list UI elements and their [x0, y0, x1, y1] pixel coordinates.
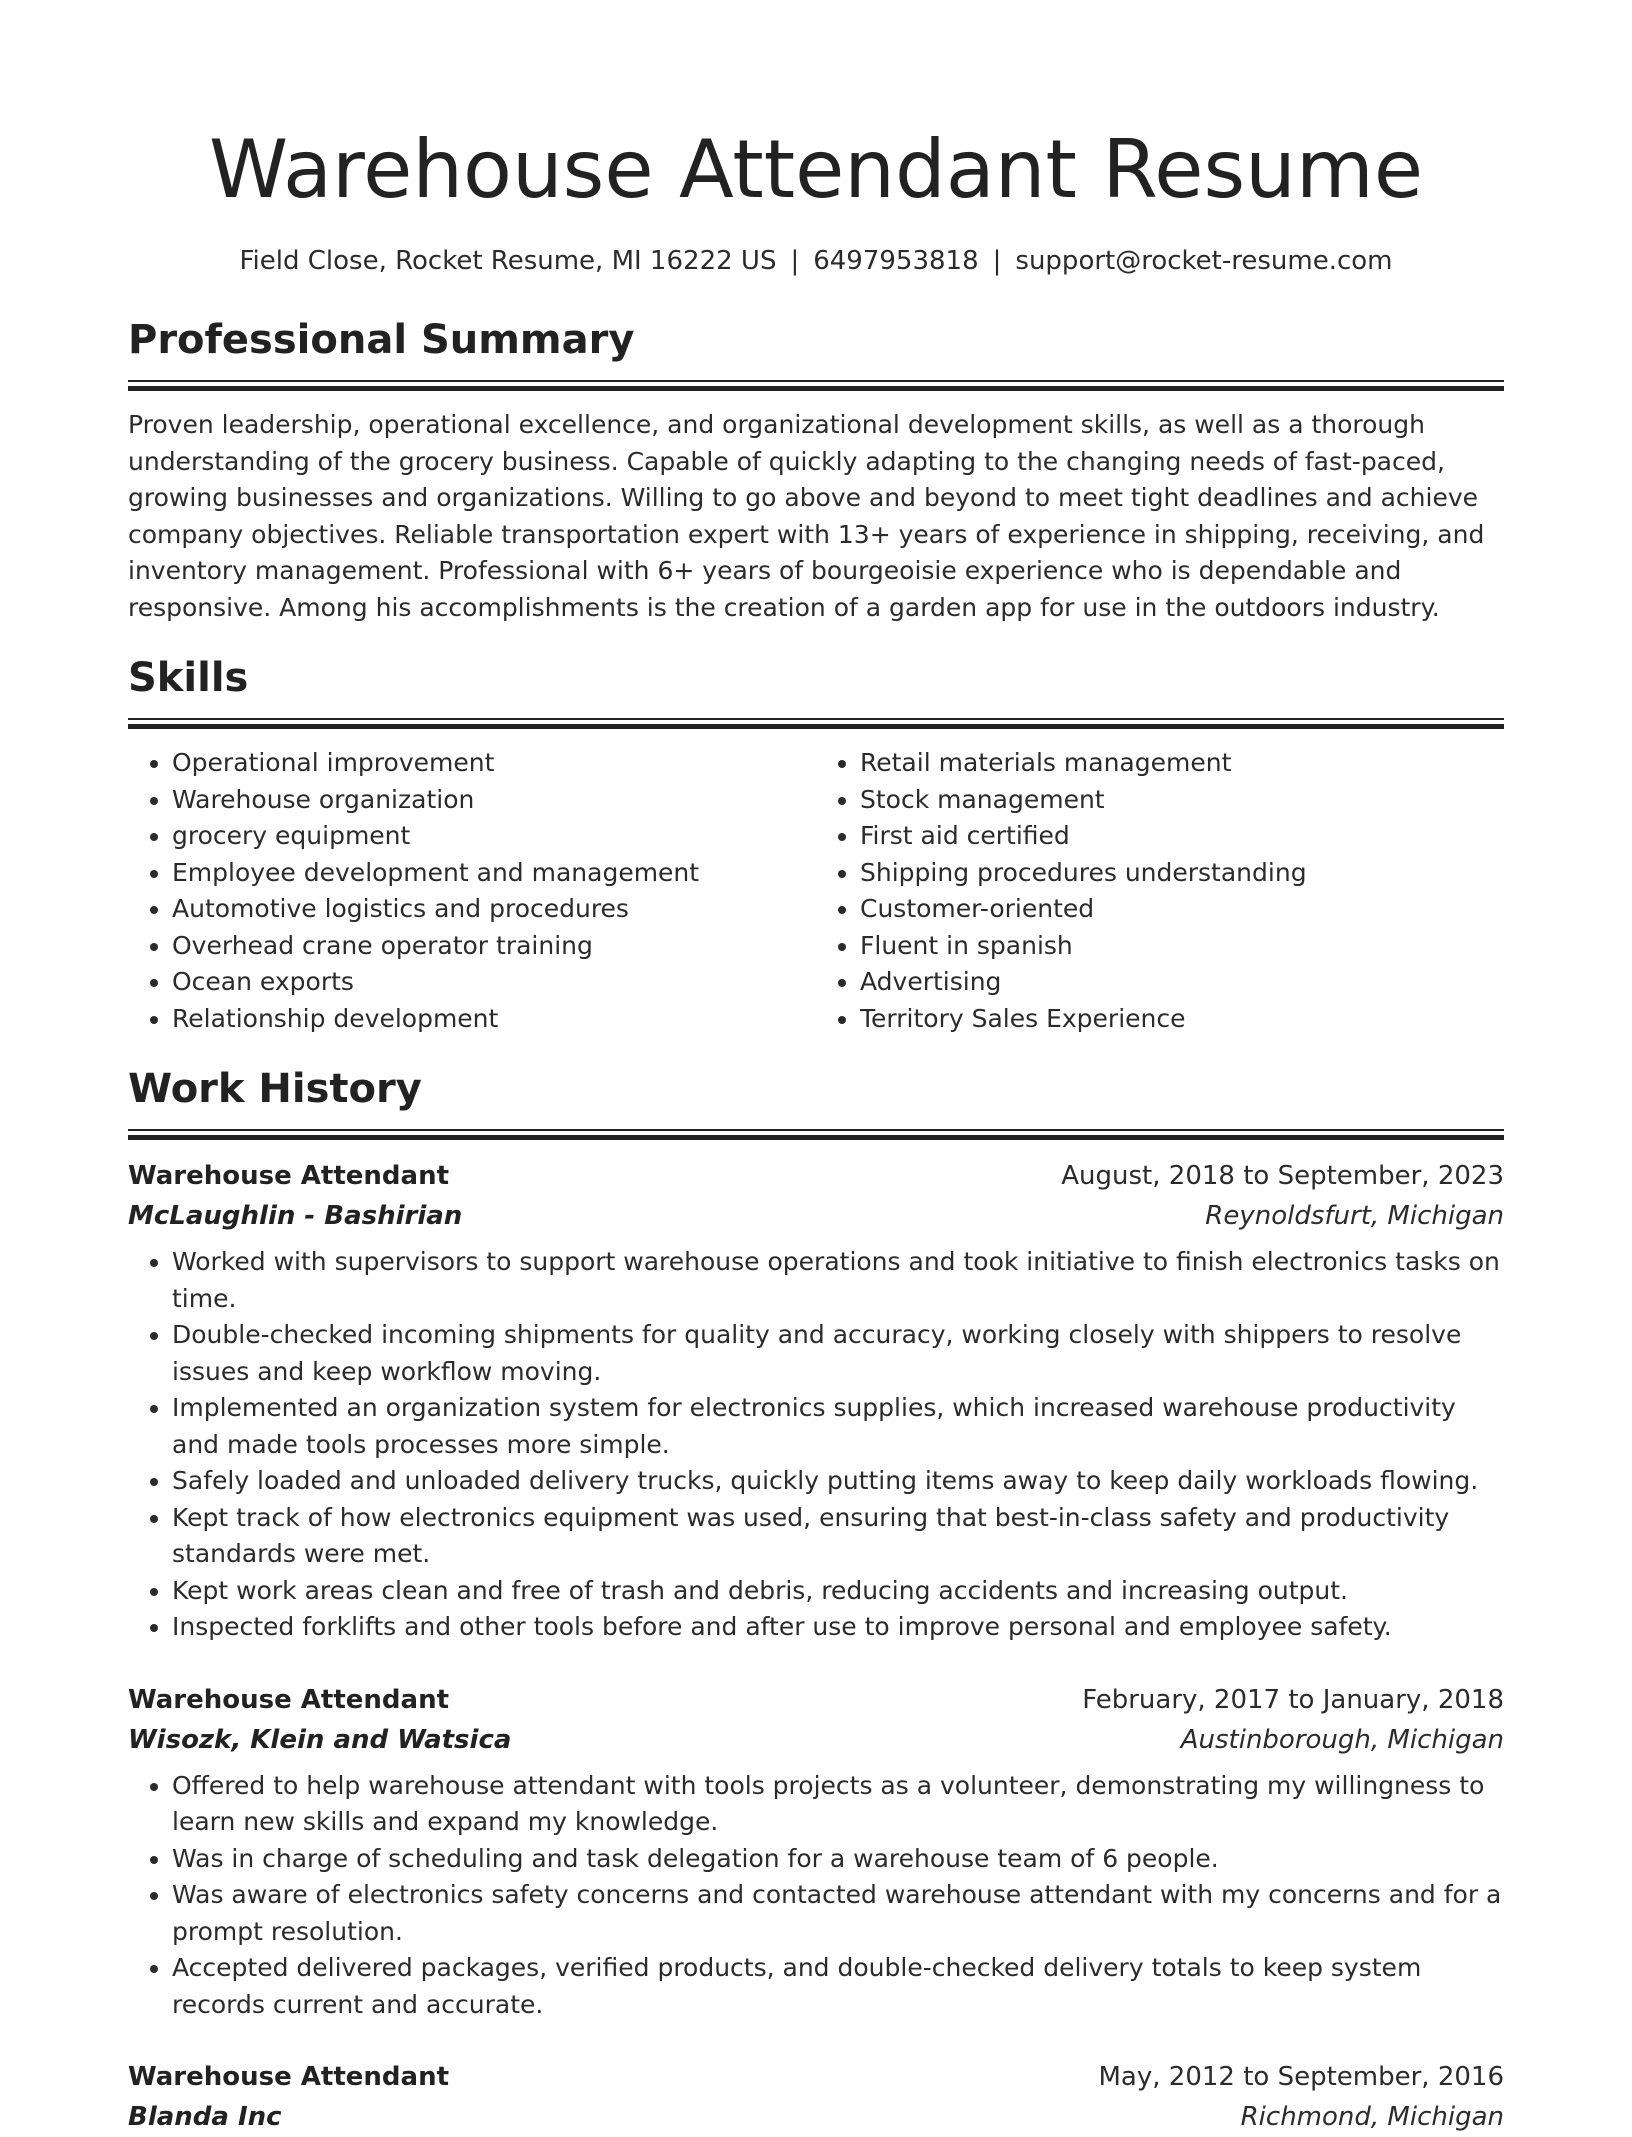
job-location: Austinborough, Michigan: [1180, 1724, 1504, 1755]
job-company: Wisozk, Klein and Watsica: [128, 1724, 512, 1755]
summary-text: Proven leadership, operational excellence, and organizational development skills, as well as a thorough understanding of the grocery business. Capable of quickly adapting to the changing needs of fast-paced, growing businesses and organizations. Willing to go above and beyond to meet tight deadlines and achieve company objectives. Reliable transportation expert with 13+ years of experience in shipping, receiving, and inventory management. Professional with 6+ years of bourgeoisie experience who is dependable and responsive. Among his accomplishments is the creation of a garden app for use in the outdoors industry.: [128, 410, 1485, 622]
contact-phone: 6497953818: [813, 246, 979, 276]
skill-item: • Retail materials management: [860, 745, 1504, 782]
job-title: Warehouse Attendant: [128, 2062, 450, 2092]
job-title: Warehouse Attendant: [128, 1684, 450, 1715]
job-bullet-list: [128, 1244, 1504, 1646]
job-bullet-list: [128, 1768, 1504, 2024]
job-company-row: [128, 2097, 1504, 2137]
skill-item: • Employee development and management: [172, 855, 816, 892]
job-header-row: [128, 1680, 1504, 1720]
skills-heading: Skills: [128, 655, 249, 701]
section-divider: [128, 1129, 1504, 1140]
job-bullet: • Implemented an organization system for electronics supplies, which increased warehouse productivity and made tools processes more simple.: [172, 1390, 1504, 1463]
skill-item: • Territory Sales Experience: [860, 1001, 1504, 1038]
contact-email: support@rocket-resume.com: [1015, 246, 1393, 276]
job-entry: [128, 2057, 1504, 2137]
job-company-row: [128, 1720, 1504, 1760]
work-heading: Work History: [128, 1066, 422, 1112]
skills-columns: [128, 745, 1504, 1037]
job-company: Blanda Inc: [128, 2102, 282, 2132]
skill-item: • Overhead crane operator training: [172, 928, 816, 965]
skill-item: • Operational improvement: [172, 745, 816, 782]
skills-list-right: [816, 745, 1504, 1037]
job-bullet: • Kept work areas clean and free of trash and debris, reducing accidents and increasing output.: [172, 1573, 1504, 1610]
job-dates: May, 2012 to September, 2016: [1098, 2062, 1504, 2092]
section-divider: [128, 718, 1504, 729]
job-bullet: • Double-checked incoming shipments for quality and accuracy, working closely with shippers to resolve issues and keep workflow moving.: [172, 1317, 1504, 1390]
contact-line: [128, 244, 1504, 278]
job-location: Richmond, Michigan: [1240, 2102, 1504, 2132]
job-list: [128, 1156, 1504, 2137]
contact-separator: |: [992, 246, 1002, 276]
skill-item: • Ocean exports: [172, 964, 816, 1001]
job-title: Warehouse Attendant: [128, 1161, 450, 1191]
job-location: Reynoldsfurt, Michigan: [1205, 1201, 1504, 1231]
resume-page: [128, 118, 1504, 2137]
skills-list-left: [128, 745, 816, 1037]
job-bullet: • Kept track of how electronics equipment was used, ensuring that best-in-class safety and productivity standards were met.: [172, 1500, 1504, 1573]
skill-item: • Stock management: [860, 782, 1504, 819]
job-header-row: [128, 2057, 1504, 2097]
work-section: [128, 1063, 1504, 2137]
skill-item: • Automotive logistics and procedures: [172, 891, 816, 928]
skill-item: • grocery equipment: [172, 818, 816, 855]
job-entry: [128, 1156, 1504, 1646]
job-bullet: • Was in charge of scheduling and task delegation for a warehouse team of 6 people.: [172, 1841, 1504, 1878]
job-bullet: • Offered to help warehouse attendant with tools projects as a volunteer, demonstrating my willingness to learn new skills and expand my knowledge.: [172, 1768, 1504, 1841]
job-company: McLaughlin - Bashirian: [128, 1201, 463, 1231]
contact-address: Field Close, Rocket Resume, MI 16222 US: [239, 246, 777, 276]
skills-section: [128, 652, 1504, 1037]
skill-item: • Warehouse organization: [172, 782, 816, 819]
section-divider: [128, 380, 1504, 391]
job-dates: February, 2017 to January, 2018: [1082, 1684, 1504, 1715]
skill-item: • First aid certified: [860, 818, 1504, 855]
skill-item: • Fluent in spanish: [860, 928, 1504, 965]
skill-item: • Relationship development: [172, 1001, 816, 1038]
job-bullet: • Inspected forklifts and other tools before and after use to improve personal and employee safety.: [172, 1609, 1504, 1646]
job-dates: August, 2018 to September, 2023: [1061, 1161, 1504, 1191]
contact-separator: |: [790, 246, 800, 276]
skill-item: • Advertising: [860, 964, 1504, 1001]
job-bullet: • Accepted delivered packages, verified products, and double-checked delivery totals to keep system records current and accurate.: [172, 1950, 1504, 2023]
job-company-row: [128, 1196, 1504, 1236]
job-bullet: • Safely loaded and unloaded delivery trucks, quickly putting items away to keep daily workloads flowing.: [172, 1463, 1504, 1500]
skill-item: • Customer-oriented: [860, 891, 1504, 928]
summary-section: [128, 314, 1504, 626]
skill-item: • Shipping procedures understanding: [860, 855, 1504, 892]
summary-heading: Professional Summary: [128, 317, 635, 363]
job-header-row: [128, 1156, 1504, 1196]
job-entry: [128, 1680, 1504, 2024]
job-bullet: • Was aware of electronics safety concerns and contacted warehouse attendant with my concerns and for a prompt resolution.: [172, 1877, 1504, 1950]
resume-title: Warehouse Attendant Resume: [208, 123, 1424, 216]
job-bullet: • Worked with supervisors to support warehouse operations and took initiative to finish electronics tasks on time.: [172, 1244, 1504, 1317]
